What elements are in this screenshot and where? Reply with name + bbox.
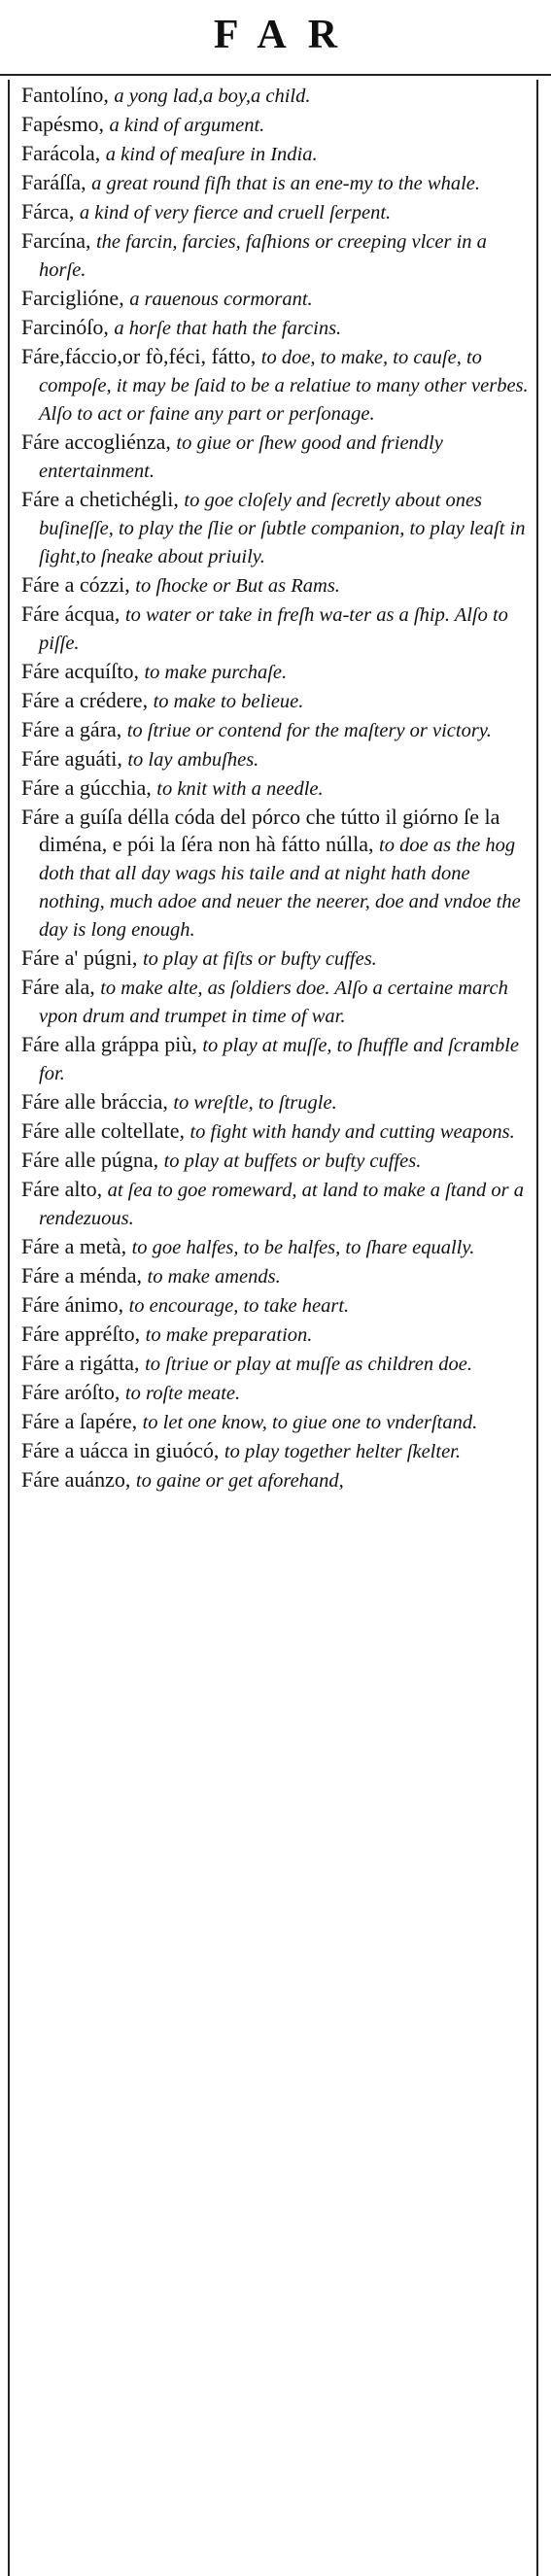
entry-headword: Farcinóſo, (21, 315, 109, 339)
entry-definition: to encourage, to take heart. (128, 1295, 350, 1317)
entry-definition: a kind of meaſure in India. (105, 144, 318, 165)
dictionary-entry (21, 486, 531, 570)
entry-definition: to giue or ſhew good and friendly entertainment. (39, 432, 443, 482)
entry-definition: at ſea to goe romeward, at land to make a ſtand or a rendezuous. (39, 1180, 524, 1229)
entry-definition: to make preparation. (145, 1324, 313, 1346)
entry-headword: Fáre a gúcchia, (21, 775, 152, 800)
entry-definition: a rauenous cormorant. (129, 289, 313, 310)
entry-headword: Fáre a ſapére, (21, 1409, 138, 1433)
entry-headword: Faráſſa, (21, 170, 86, 194)
entry-definition: to play together helter ſkelter. (224, 1441, 461, 1462)
entry-definition: to play at fiſts or bufty cuffes. (142, 948, 377, 970)
dictionary-entry (21, 1031, 531, 1087)
entry-headword: Farácola, (21, 141, 101, 165)
entry-headword: Fáre auánzo, (21, 1467, 131, 1492)
entry-definition: a great round fiſh that is an ene-my to the whale. (91, 173, 480, 194)
entry-definition: to make alte, as ſoldiers doe. Alſo a certaine march vpon drum and trumpet in time of war. (39, 978, 508, 1027)
entry-definition: to goe halfes, to be halfes, to ſhare equally. (131, 1237, 475, 1258)
header-rule (0, 74, 551, 76)
dictionary-entry (21, 1147, 531, 1175)
entry-headword: Fáre acquíſto, (21, 659, 139, 683)
dictionary-entry (21, 1350, 531, 1378)
entry-definition: the farcin, farcies, faſhions or creeping vlcer in a horſe. (39, 231, 487, 281)
entry-list (21, 82, 531, 1495)
dictionary-entry (21, 1321, 531, 1349)
dictionary-entry (21, 1437, 531, 1465)
entry-definition: to goe cloſely and ſecretly about ones buſineſſe, to play the ſlie or ſubtle companion, to play leaſt in ſight,to ſneake about priuily. (39, 490, 526, 567)
entry-definition: to let one know, to giue one to vnderſtand. (142, 1412, 478, 1433)
entry-definition: a kind of argument. (109, 115, 265, 136)
entry-definition: a yong lad,a boy,a child. (114, 86, 311, 107)
dictionary-entry (21, 658, 531, 686)
entry-headword: Fáre a ménda, (21, 1263, 142, 1288)
entry-definition: to gaine or get aforehand, (135, 1470, 344, 1492)
entries-column (0, 80, 551, 2576)
entry-definition: to ſhocke or But as Rams. (135, 575, 340, 597)
entry-headword: Fapésmo, (21, 112, 104, 136)
dictionary-entry (21, 571, 531, 600)
entry-definition: to doe as the hog doth that all day wags his taile and at night hath done nothing, much adoe and neuer the neerer, doe and vndoe the day is long enough. (39, 835, 521, 941)
dictionary-entry (21, 1233, 531, 1261)
entry-definition: to make amends. (147, 1266, 281, 1288)
entry-definition: to lay ambuſhes. (127, 749, 259, 771)
entry-headword: Fáre a chetichégli, (21, 487, 179, 511)
entry-headword: Fáre alle púgna, (21, 1148, 159, 1172)
dictionary-entry (21, 716, 531, 744)
dictionary-entry (21, 804, 531, 944)
dictionary-entry (21, 1262, 531, 1290)
dictionary-entry (21, 169, 531, 197)
entry-headword: Fáre alla gráppa più, (21, 1032, 197, 1056)
entry-headword: Fáre alle bráccia, (21, 1089, 168, 1114)
entry-headword: Fáre a' púgni, (21, 945, 138, 970)
dictionary-entry (21, 429, 531, 485)
dictionary-entry (21, 227, 531, 284)
dictionary-entry (21, 974, 531, 1030)
entry-definition: to make purchaſe. (144, 662, 288, 683)
dictionary-entry (21, 1379, 531, 1407)
entry-headword: Fáre a crédere, (21, 688, 149, 712)
entry-headword: Farcína, (21, 228, 91, 253)
entry-headword: Fáre ánimo, (21, 1292, 124, 1317)
dictionary-entry (21, 82, 531, 110)
page-title: FAR (213, 13, 360, 57)
dictionary-entry (21, 601, 531, 657)
dictionary-entry (21, 774, 531, 803)
dictionary-entry (21, 687, 531, 715)
dictionary-entry (21, 1466, 531, 1494)
entry-headword: Fáre ala, (21, 975, 95, 999)
entry-headword: Fáre a cózzi, (21, 572, 130, 597)
column-border-left (8, 80, 10, 2576)
column-border-right (536, 80, 538, 2576)
dictionary-entry (21, 198, 531, 226)
page-header (0, 0, 551, 70)
dictionary-entry (21, 285, 531, 313)
entry-definition: to doe, to make, to cauſe, to compoſe, it may be ſaid to be a relatiue to many other verbes. Alſo to act or faine any part or perſonage. (39, 347, 529, 425)
entry-headword: Fantolíno, (21, 83, 109, 107)
dictionary-entry (21, 314, 531, 342)
entry-headword: Fáre a guíſa déllа códa del pórco che tútto il giórno ſe la diména, e pói la ſéra non hà fátto núlla, (21, 805, 500, 856)
entry-headword: Fáre ácqua, (21, 601, 121, 626)
entry-definition: a horſe that hath the farcins. (114, 318, 342, 339)
entry-definition: to knit with a needle. (156, 778, 324, 800)
entry-definition: to make to belieue. (153, 691, 304, 712)
entry-headword: Farciglióne, (21, 286, 124, 310)
entry-definition: to ſtriue or play at muſſe as children doe. (145, 1354, 472, 1375)
dictionary-entry (21, 1408, 531, 1436)
dictionary-entry (21, 111, 531, 139)
entry-definition: to water or take in freſh wa-ter as a ſhip. Alſo to piſſe. (39, 604, 508, 654)
entry-headword: Fáre a rigátta, (21, 1351, 140, 1375)
entry-definition: to play at muſſe, to ſhuffle and ſcramble for. (39, 1035, 519, 1084)
entry-headword: Fáre aguáti, (21, 746, 122, 771)
entry-definition: to roſte meate. (124, 1383, 241, 1404)
entry-definition: to play at buffets or bufty cuffes. (163, 1151, 422, 1172)
entry-headword: Fáre aróſto, (21, 1380, 121, 1404)
dictionary-entry (21, 343, 531, 428)
entry-definition: to ſtriue or contend for the maſtery or victory. (126, 720, 492, 741)
dictionary-entry (21, 1291, 531, 1320)
entry-headword: Fáre,fáccio,or fò,féci, fátto, (21, 344, 257, 368)
dictionary-entry (21, 140, 531, 168)
entry-headword: Fáre appréſto, (21, 1322, 141, 1346)
dictionary-entry (21, 945, 531, 973)
entry-definition: a kind of very fierce and cruell ſerpent. (79, 202, 392, 223)
dictionary-entry (21, 1176, 531, 1232)
entry-headword: Fáre alle coltellate, (21, 1118, 185, 1143)
dictionary-entry (21, 1117, 531, 1146)
entry-headword: Fáre a uácca in giuócó, (21, 1438, 220, 1462)
dictionary-entry (21, 745, 531, 773)
entry-headword: Fáre a gára, (21, 717, 122, 741)
entry-headword: Fáre alto, (21, 1177, 103, 1201)
entry-headword: Fáre accogliénza, (21, 429, 171, 454)
entry-definition: to fight with handy and cutting weapons. (189, 1121, 515, 1143)
entry-definition: to wreſtle, to ſtrugle. (173, 1092, 337, 1114)
entry-headword: Fárca, (21, 199, 75, 223)
dictionary-entry (21, 1088, 531, 1116)
entry-headword: Fáre a metà, (21, 1234, 127, 1258)
